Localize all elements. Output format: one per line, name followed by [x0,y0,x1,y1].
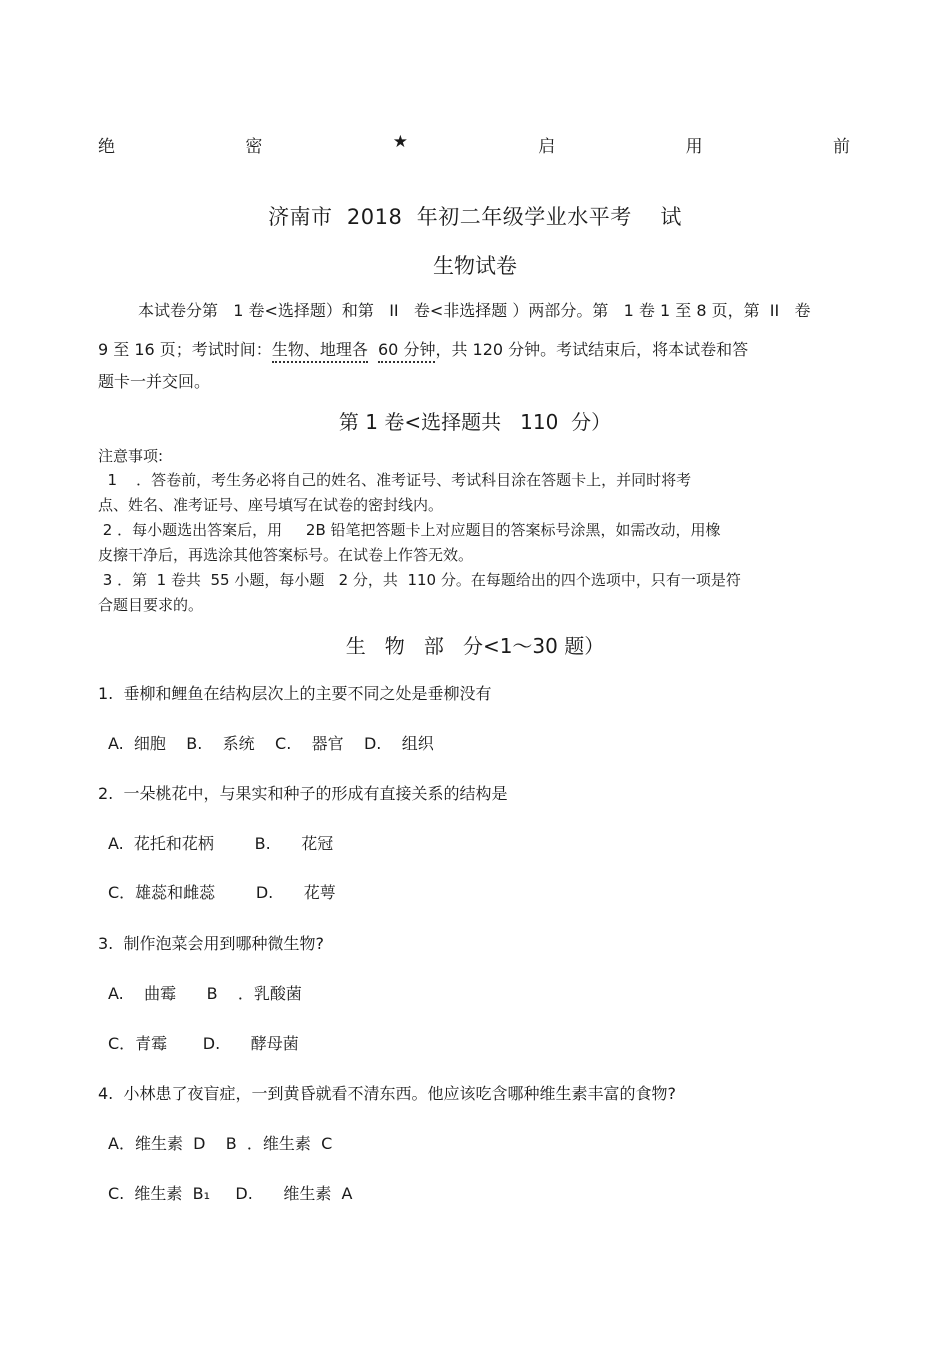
intro-text [368,340,378,359]
question-stem: 3. 制作泡菜会用到哪种微生物? [98,934,324,953]
exam-title: 济南市 2018 年初二年级学业水平考 试 [268,205,682,229]
note-line: 2 ．每小题选出答案后，用 2B 铅笔把答题卡上对应题目的答案标号涂黑，如需改动，用橡 [98,521,721,539]
note-line: 1 ．答卷前，考生务必将自己的姓名、准考证号、考试科目涂在答题卡上，并同时将考 [98,471,692,489]
question-options: C. 维生素 B₁ D. 维生素 A [108,1184,353,1203]
intro-line-2 [98,340,858,360]
secret-char: 绝 [98,137,115,157]
star-icon: ★ [392,132,408,152]
question-stem: 2. 一朵桃花中，与果实和种子的形成有直接关系的结构是 [98,784,508,803]
intro-line-1: 本试卷分第 1 卷<选择题）和第 II 卷<非选择题 ）两部分。第 1 卷 1 至 8 页，第 II 卷 [138,301,811,320]
intro-line-3: 题卡一并交回。 [98,372,211,391]
section-title: 第 1 卷<选择题共 110 分） [338,410,612,434]
secret-char: 密 [245,137,263,157]
exam-subtitle: 生物试卷 [433,254,517,278]
question-options: A．维生素 D B ．维生素 C [108,1134,333,1153]
secret-char: 用 [685,137,703,157]
part-title: 生 物 部 分<1～30 题） [345,634,605,658]
question-options: C．雄蕊和雌蕊 D. 花萼 [108,883,336,902]
emphasis-text: 生物、地理各 [272,340,368,363]
question-stem: 4. 小林患了夜盲症，一到黄昏就看不清东西。他应该吃含哪种维生素丰富的食物? [98,1084,676,1103]
question-options: C．青霉 D. 酵母菌 [108,1034,299,1053]
confidential-header [98,132,850,157]
intro-text: 9 至 16 页；考试时间： [98,340,272,359]
secret-char: 启 [538,137,556,157]
secret-char: 前 [832,137,850,157]
question-options: A. 曲霉 B ．乳酸菌 [108,984,302,1003]
note-line: 点、姓名、准考证号、座号填写在试卷的密封线内。 [98,496,444,514]
question-options: A. 花托和花柄 B. 花冠 [108,834,334,853]
note-line: 皮擦干净后，再选涂其他答案标号。在试卷上作答无效。 [98,546,474,564]
intro-text: ，共 120 分钟。考试结束后，将本试卷和答 [435,340,749,359]
emphasis-text: 60 分钟 [378,340,435,363]
note-line: 合题目要求的。 [98,596,204,614]
question-options: A. 细胞 B. 系统 C. 器官 D. 组织 [108,734,434,753]
question-stem: 1. 垂柳和鲤鱼在结构层次上的主要不同之处是垂柳没有 [98,684,492,703]
note-line: 3 ．第 1 卷共 55 小题，每小题 2 分，共 110 分。在每题给出的四个选项中，只有一项是符 [98,571,741,589]
notes-heading: 注意事项: [98,447,164,465]
